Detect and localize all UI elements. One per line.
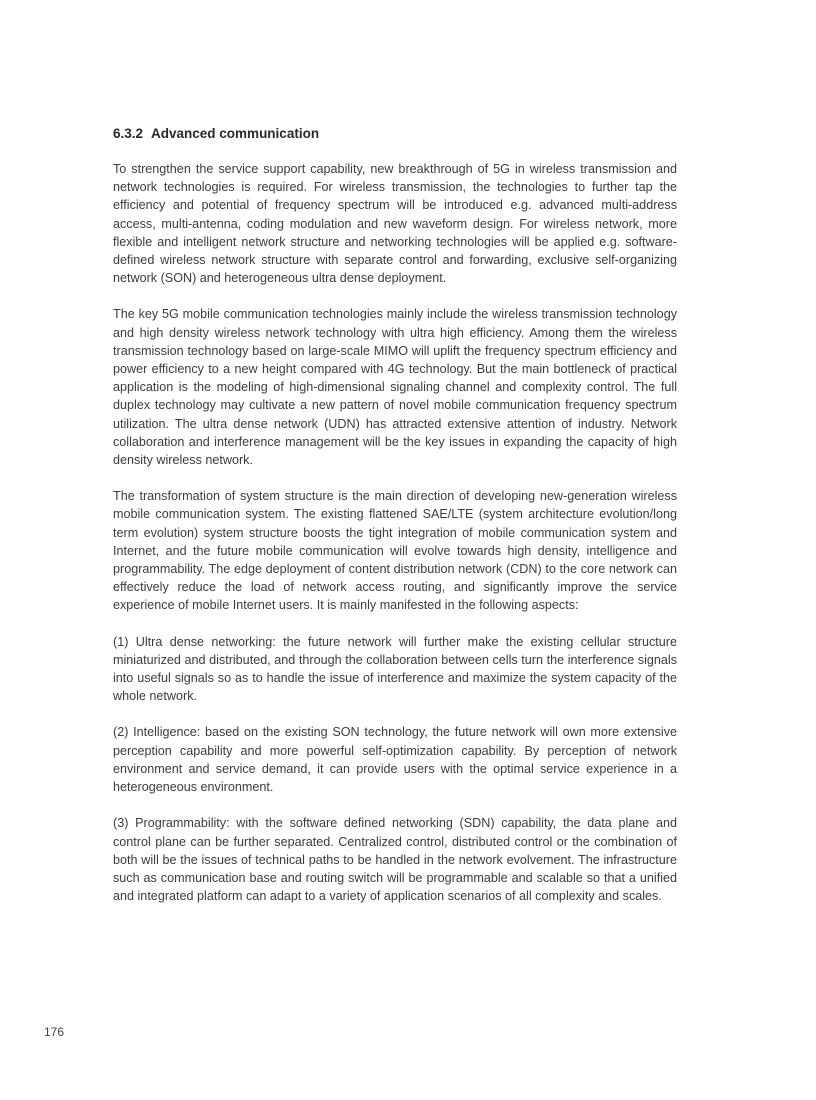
section-heading xyxy=(113,124,677,144)
paragraph-intro: To strengthen the service support capability, new breakthrough of 5G in wireless transmission and network technologies is required. For wireless transmission, the technologies to further tap the efficiency and potential of frequency spectrum will be introduced e.g. advanced multi-address access, multi-antenna, coding modulation and new waveform design. For wireless network, more flexible and intelligent network structure and networking technologies will be applied e.g. software-defined wireless network structure with separate control and forwarding, exclusive self-organizing network (SON) and heterogeneous ultra dense deployment. xyxy=(113,162,677,286)
section-title: Advanced communication xyxy=(151,126,320,141)
page-content xyxy=(113,124,677,923)
paragraph-key-technologies: The key 5G mobile communication technologies mainly include the wireless transmission technology and high density wireless network technology with ultra high efficiency. Among them the wireless transmission technology based on large-scale MIMO will uplift the frequency spectrum efficiency and power efficiency to a new height compared with 4G technology. But the main bottleneck of practical application is the modeling of high-dimensional signaling channel and complexity control. The full duplex technology may cultivate a new pattern of novel mobile communication frequency spectrum utilization. The ultra dense network (UDN) has attracted extensive attention of industry. Network collaboration and interference management will be the key issues in expanding the capacity of high density wireless network. xyxy=(113,307,677,468)
paragraph-intelligence: (2) Intelligence: based on the existing SON technology, the future network will own more extensive perception capability and more powerful self-optimization capability. By perception of network environment and service demand, it can provide users with the optimal service experience in a heterogeneous environment. xyxy=(113,725,677,795)
paragraph-system-structure: The transformation of system structure is the main direction of developing new-generation wireless mobile communication system. The existing flattened SAE/LTE (system architecture evolution/long term evolution) system structure boosts the tight integration of mobile communication system and Internet, and the future mobile communication will evolve towards high density, intelligence and programmability. The edge deployment of content distribution network (CDN) to the core network can effectively reduce the load of network access routing, and significantly improve the service experience of mobile Internet users. It is mainly manifested in the following aspects: xyxy=(113,489,677,613)
paragraph-programmability: (3) Programmability: with the software defined networking (SDN) capability, the data plane and control plane can be further separated. Centralized control, distributed control or the combination of both will be the issues of technical paths to be handled in the network evolvement. The infrastructure such as communication base and routing switch will be programmable and scalable so that a unified and integrated platform can adapt to a variety of application scenarios of all complexity and scales. xyxy=(113,816,677,904)
section-number: 6.3.2 xyxy=(113,126,144,141)
page-number: 176 xyxy=(44,1025,65,1039)
paragraph-ultra-dense-networking: (1) Ultra dense networking: the future network will further make the existing cellular structure miniaturized and distributed, and through the collaboration between cells turn the interference signals into useful signals so as to handle the issue of interference and maximize the system capacity of the whole network. xyxy=(113,634,677,704)
